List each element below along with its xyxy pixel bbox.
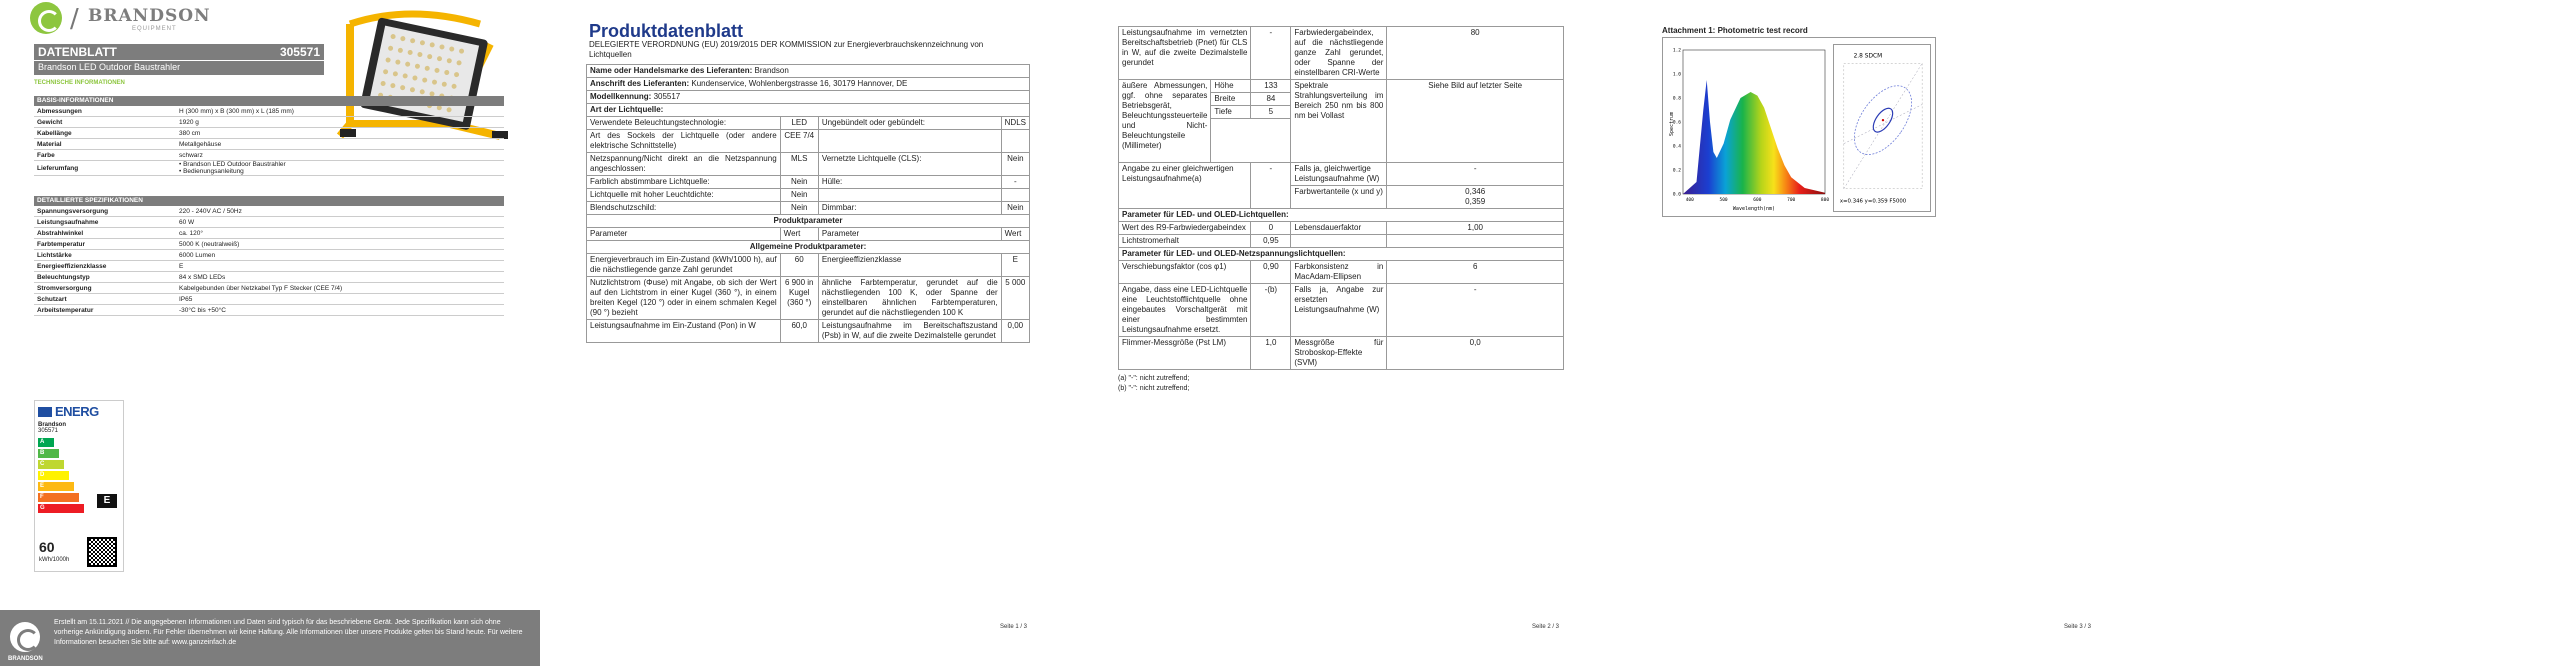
footer-text: Erstellt am 15.11.2021 // Die angegebenen Informationen und Daten sind typisch für das beschriebene Gerät. Jede Spezifikation kann sich ohne vorherige Ankündigung ändern. Für Fehler übernehmen wir keine Haftung. Alle Informationen über unsere Produkte gelten bis Stand heute. Für weitere Informationen besuchen Sie bitte auf: www.ganzeinfach.de: [54, 619, 523, 646]
label-kwh: 60: [39, 539, 55, 555]
spectral-label: Spektrale Strahlungsverteilung im Bereich 250 nm bis 800 nm bei Vollast: [1291, 80, 1387, 163]
footnote-b: (b) "-": nicht zutreffend;: [1118, 385, 1190, 392]
cie-coords: x=0.346 y=0.359 F5000: [1839, 198, 1907, 205]
detail-row: [34, 228, 504, 239]
product-subtitle: Brandson LED Outdoor Baustrahler: [34, 61, 324, 75]
detail-value: 6000 Lumen: [179, 251, 216, 259]
mains-param-row: Flimmer-Messgröße (Pst LM) 1,0 Messgröße für Stroboskop-Effekte (SVM) 0,0: [1119, 337, 1564, 370]
page-number-2: Seite 2 / 3: [1532, 624, 1560, 630]
chroma-label: Farbwertanteile (x und y): [1291, 186, 1387, 209]
params-title: Produktparameter: [587, 215, 1030, 228]
light-source-row: Lichtquelle mit hoher Leuchtdichte: Nein: [587, 189, 1030, 202]
chroma-point: [1882, 119, 1884, 121]
spectral-value: Siehe Bild auf letzter Seite: [1387, 80, 1564, 163]
params-table-continued: Leistungsaufnahme im vernetzten Bereitschaftsbetrieb (Pnet) für CLS in W, auf die zweite Dezimalstelle gerundet - Farbwiedergabeindex, auf die nächstliegende ganze Zahl gerundet, oder Spanne der einstellbaren CRI-Werte 80 äußere Abmessungen, ggf. ohne separates Betriebsgerät, Beleuchtungssteuerteile und Nicht-Beleuchtungsteile (Millimeter) Höhe 133 Spektrale Strahlungsverteilung im Bereich 250 nm bis 800 nm bei Vollast Siehe Bild auf letzter Seite Breite 84 Tiefe 5 Angabe zu einer gleichwertigen Leistungsaufnahme(a) - Falls ja, gleichwertige Leistungsaufnahme (W) - Farbwertanteile (x und y) 0,346 0,359 Parameter für LED- und OLED-Lichtquellen: Wert des R9-Farbwiedergabeindex 0 Lebensdauerfaktor 1,00 Lichtstromerhalt 0,95 Parameter für LED- und OLED-Netzspannungslichtquellen: Verschiebungsfaktor (cos φ1) 0,90 Farbkonsistenz in MacAdam-Ellipsen 6 Angabe, dass eine LED-Lichtquelle eine Leuchtstofflichtquelle ohne eingebautes Vorschaltgerät mit einer bestimmten Leistungsaufnahme ersetzt. -(b) Falls ja, Angabe zur ersetzten Leistungsaufnahme (W) - Flimmer-Messgröße (Pst LM) 1,0 Messgröße für Stroboskop-Effekte (SVM) 0,0: [1118, 26, 1564, 370]
detail-key: Leistungsaufnahme: [37, 218, 99, 226]
y-tick-label: 0.0: [1672, 192, 1681, 198]
params-header-cell: Parameter: [587, 228, 781, 241]
basis-row: [34, 117, 504, 128]
model-id: 305517: [653, 92, 681, 101]
detail-row: [34, 294, 504, 305]
regulation-intro: DELEGIERTE VERORDNUNG (EU) 2019/2015 DER KOMMISSION zur Energieverbrauchskennzeichnung von Lichtquellen: [589, 40, 984, 59]
brand-logo: / BRANDSON EQUIPMENT: [30, 2, 230, 38]
logo-sub: EQUIPMENT: [132, 26, 177, 32]
dimensions-label: äußere Abmessungen, ggf. ohne separates Betriebsgerät, Beleuchtungssteuerteile und Nicht-Beleuchtungsteile (Millimeter): [1119, 80, 1211, 163]
energy-class-bar: B: [38, 449, 59, 458]
x-tick-label: 700: [1787, 198, 1796, 203]
label-model: 305571: [38, 428, 59, 434]
energy-class-bar: E: [38, 482, 74, 491]
energy-class-bar: F: [38, 493, 79, 502]
detail-value: IP65: [179, 295, 193, 303]
y-tick-label: 1.0: [1672, 72, 1681, 78]
detail-value: 220 - 240V AC / 50Hz: [179, 207, 242, 215]
datasheet-footer: [0, 610, 540, 666]
product-sheet-title: Produktdatenblatt: [589, 21, 744, 41]
detail-row: [34, 250, 504, 261]
general-param-row: Energieverbrauch im Ein-Zustand (kWh/1000 h), auf die nächstliegende ganze Zahl gerundet 60 Energieeffizienzklasse E: [587, 254, 1030, 277]
footnotes: [1118, 374, 1564, 394]
detail-value: 84 x SMD LEDs: [179, 273, 226, 281]
supplier-address: Kundenservice, Wohlenbergstrasse 16, 30179 Hannover, DE: [691, 79, 908, 88]
params-header-cell: Wert: [780, 228, 818, 241]
basis-row: [34, 128, 504, 139]
detail-row: [34, 261, 504, 272]
y-axis-label: Spectrum: [1669, 111, 1675, 137]
detail-spec-table: [34, 196, 504, 316]
led-param-row: Wert des R9-Farbwiedergabeindex 0 Lebensdauerfaktor 1,00: [1119, 222, 1564, 235]
basis-row: [34, 106, 504, 117]
qr-code-icon: [87, 537, 117, 567]
x-axis-label: Wavelength(nm): [1732, 206, 1776, 212]
datasheet-title: DATENBLATT: [38, 45, 117, 59]
basis-key: Kabellänge: [37, 129, 72, 137]
logo-brand: BRANDSON: [88, 6, 211, 26]
y-tick-label: 0.6: [1672, 120, 1681, 126]
y-tick-label: 0.2: [1672, 168, 1681, 174]
basis-value: schwarz: [179, 151, 203, 159]
energy-class-bar: G: [38, 504, 84, 513]
basis-value: • Brandson LED Outdoor Baustrahler • Bedienungsanleitung: [179, 161, 286, 175]
detail-header: DETAILLIERTE SPEZIFIKATIONEN: [34, 196, 504, 206]
x-tick-label: 800: [1820, 198, 1829, 203]
detail-key: Stromversorgung: [37, 284, 92, 292]
energy-class-bar: A: [38, 438, 54, 447]
mains-param-row: Angabe, dass eine LED-Lichtquelle eine Leuchtstofflichtquelle ohne eingebautes Vorschaltgerät mit einer bestimmten Leistungsaufnahme ersetzt. -(b) Falls ja, Angabe zur ersetzten Leistungsaufnahme (W) -: [1119, 284, 1564, 337]
footer-logo-icon: [10, 622, 40, 652]
basis-header: BASIS-INFORMATIONEN: [34, 96, 504, 106]
label-kwh-unit: kWh/1000h: [39, 557, 70, 563]
basis-key: Abmessungen: [37, 107, 82, 115]
product-sheet-page-2: [1118, 26, 1564, 394]
detail-value: 5000 K (neutralweiß): [179, 240, 240, 248]
basis-info-table: [34, 96, 504, 176]
basis-row: [34, 139, 504, 150]
chroma-y: 0,359: [1465, 197, 1486, 206]
detail-value: Kabelgebunden über Netzkabel Typ F Stecker (CEE 7/4): [179, 284, 343, 292]
basis-row: [34, 150, 504, 161]
footnote-a: (a) "-": nicht zutreffend;: [1118, 375, 1190, 382]
detail-key: Farbtemperatur: [37, 240, 86, 248]
energy-class-bar: D: [38, 471, 69, 480]
product-sheet-page-1: [586, 21, 1030, 343]
detail-key: Spannungsversorgung: [37, 207, 109, 215]
energy-class-badge: E: [97, 494, 117, 508]
y-tick-label: 0.4: [1672, 144, 1681, 150]
supplier-name: Brandson: [754, 66, 789, 75]
datasheet-title-bar: [34, 44, 324, 60]
light-source-row: Verwendete Beleuchtungstechnologie: LED Ungebündelt oder gebündelt: NDLS: [587, 117, 1030, 130]
chroma-x: 0,346: [1465, 187, 1486, 196]
params-header-cell: Wert: [1001, 228, 1029, 241]
param-row: Leistungsaufnahme im vernetzten Bereitschaftsbetrieb (Pnet) für CLS in W, auf die zweite Dezimalstelle gerundet - Farbwiedergabeindex, auf die nächstliegende ganze Zahl gerundet, oder Spanne der einstellbaren CRI-Werte 80: [1119, 27, 1564, 80]
detail-value: ca. 120°: [179, 229, 203, 237]
basis-key: Material: [37, 140, 62, 148]
energy-label: [34, 400, 124, 572]
spectrum-chart: [1669, 44, 1829, 212]
basis-value: 1920 g: [179, 118, 199, 126]
detail-row: [34, 272, 504, 283]
basis-value: Metallgehäuse: [179, 140, 222, 148]
page-number-3: Seite 3 / 3: [2064, 624, 2092, 630]
light-source-row: Art des Sockels der Lichtquelle (oder andere elektrische Schnittstelle) CEE 7/4: [587, 130, 1030, 153]
eu-flag-icon: [38, 407, 52, 417]
sdcm-label: 2.8 SDCM: [1853, 53, 1883, 60]
logo-icon: [30, 2, 62, 34]
detail-key: Arbeitstemperatur: [37, 306, 94, 314]
detail-key: Schutzart: [37, 295, 67, 303]
light-source-row: Blendschutzschild: Nein Dimmbar: Nein: [587, 202, 1030, 215]
dim-width: 84: [1251, 93, 1291, 106]
detail-key: Lichtstärke: [37, 251, 72, 259]
y-tick-label: 1.2: [1672, 48, 1681, 54]
mains-params-title: Parameter für LED- und OLED-Netzspannungslichtquellen:: [1119, 248, 1564, 261]
article-number: 305571: [279, 45, 320, 59]
led-param-row: Lichtstromerhalt 0,95: [1119, 235, 1564, 248]
x-tick-label: 600: [1753, 198, 1762, 203]
light-source-row: Netzspannung/Nicht direkt an die Netzspannung angeschlossen: MLS Vernetzte Lichtquelle (CLS): Nein: [587, 153, 1030, 176]
x-tick-label: 400: [1685, 198, 1694, 203]
basis-value: 380 cm: [179, 129, 201, 137]
attachment-title: Attachment 1: Photometric test record: [1662, 26, 1808, 35]
detail-key: Energieeffizienzklasse: [37, 262, 107, 270]
general-params-title: Allgemeine Produktparameter:: [587, 241, 1030, 254]
general-param-row: Leistungsaufnahme im Ein-Zustand (Pon) in W 60,0 Leistungsaufnahme im Bereitschaftszustand (Psb) in W, auf die zweite Dezimalstelle gerundet 0,00: [587, 320, 1030, 343]
detail-value: 60 W: [179, 218, 195, 226]
dim-height: 133: [1251, 80, 1291, 93]
cie-chart: [1833, 44, 1931, 212]
light-source-type-label: Art der Lichtquelle:: [587, 104, 1030, 117]
detail-value: E: [179, 262, 184, 270]
supplier-table: Name oder Handelsmarke des Lieferanten: Brandson Anschrift des Lieferanten: Kundenservice, Wohlenbergstrasse 16, 30179 Hannover, DE Modellkennung: 305517 Art der Lichtquelle: Verwendete Beleuchtungstechnologie: LED Ungebündelt oder gebündelt: NDLS Art des Sockels der Lichtquelle (oder andere elektrische Schnittstelle) CEE 7/4 Netzspannung/Nicht direkt an die Netzspannung angeschlossen: MLS Vernetzte Lichtquelle (CLS): Nein Farblich abstimmbare Lichtquelle: Nein Hülle: - Lichtquelle mit hoher Leuchtdichte: Nein Blendschutzschild: Nein Dimmbar: Nein Produktparameter Parameter Wert Parameter Wert Allgemeine Produktparameter: Energieverbrauch im Ein-Zustand (kWh/1000 h), auf die nächstliegende ganze Zahl gerundet 60 Energieeffizienzklasse E Nutzlichtstrom (Φuse) mit Angabe, ob sich der Wert auf den Lichtstrom in einer Kugel (360 °), in einem breiten Kegel (120 °) oder in einem schmalen Kegel (90 °) bezieht 6 900 in Kugel (360 °) ähnliche Farbtemperatur, gerundet auf die nächstliegenden 100 K, oder Spanne der einstellbaren ähnlichen Farbtemperaturen, gerundet auf die nächstliegenden 100 K 5 000 Leistungsaufnahme im Ein-Zustand (Pon) in W 60,0 Leistungsaufnahme im Bereitschaftszustand (Psb) in W, auf die zweite Dezimalstelle gerundet 0,00: [586, 64, 1030, 343]
label-brand: Brandson: [38, 422, 67, 428]
photometric-attachment: [1662, 26, 1936, 217]
energy-class-bar: C: [38, 460, 64, 469]
detail-row: [34, 217, 504, 228]
tech-info-label: TECHNISCHE INFORMATIONEN: [34, 80, 125, 86]
footer-brand: BRANDSON: [8, 656, 43, 662]
energy-label-title: ENERG: [55, 404, 99, 419]
detail-row: [34, 283, 504, 294]
light-source-row: Farblich abstimmbare Lichtquelle: Nein Hülle: -: [587, 176, 1030, 189]
detail-row: [34, 305, 504, 316]
led-params-title: Parameter für LED- und OLED-Lichtquellen:: [1119, 209, 1564, 222]
basis-row: [34, 161, 504, 176]
basis-value: H (300 mm) x B (300 mm) x L (185 mm): [179, 107, 294, 115]
datasheet-page: [0, 0, 540, 666]
detail-key: Abstrahlwinkel: [37, 229, 84, 237]
attachment-box: [1662, 37, 1936, 217]
params-header-cell: Parameter: [818, 228, 1001, 241]
general-param-row: Nutzlichtstrom (Φuse) mit Angabe, ob sich der Wert auf den Lichtstrom in einer Kugel (360 °), in einem breiten Kegel (120 °) oder in einem schmalen Kegel (90 °) bezieht 6 900 in Kugel (360 °) ähnliche Farbtemperatur, gerundet auf die nächstliegenden 100 K, oder Spanne der einstellbaren ähnlichen Farbtemperaturen, gerundet auf die nächstliegenden 100 K 5 000: [587, 277, 1030, 320]
detail-row: [34, 206, 504, 217]
basis-key: Farbe: [37, 151, 55, 159]
dim-depth: 5: [1251, 106, 1291, 119]
page-number-1: Seite 1 / 3: [1000, 624, 1028, 630]
detail-row: [34, 239, 504, 250]
basis-key: Gewicht: [37, 118, 63, 126]
basis-key: Lieferumfang: [37, 164, 79, 172]
equiv-label: Angabe zu einer gleichwertigen Leistungsaufnahme(a): [1119, 163, 1251, 209]
x-tick-label: 500: [1719, 198, 1728, 203]
mains-param-row: Verschiebungsfaktor (cos φ1) 0,90 Farbkonsistenz in MacAdam-Ellipsen 6: [1119, 261, 1564, 284]
detail-value: -30°C bis +50°C: [179, 306, 226, 314]
detail-key: Beleuchtungstyp: [37, 273, 90, 281]
y-tick-label: 0.8: [1672, 96, 1681, 102]
